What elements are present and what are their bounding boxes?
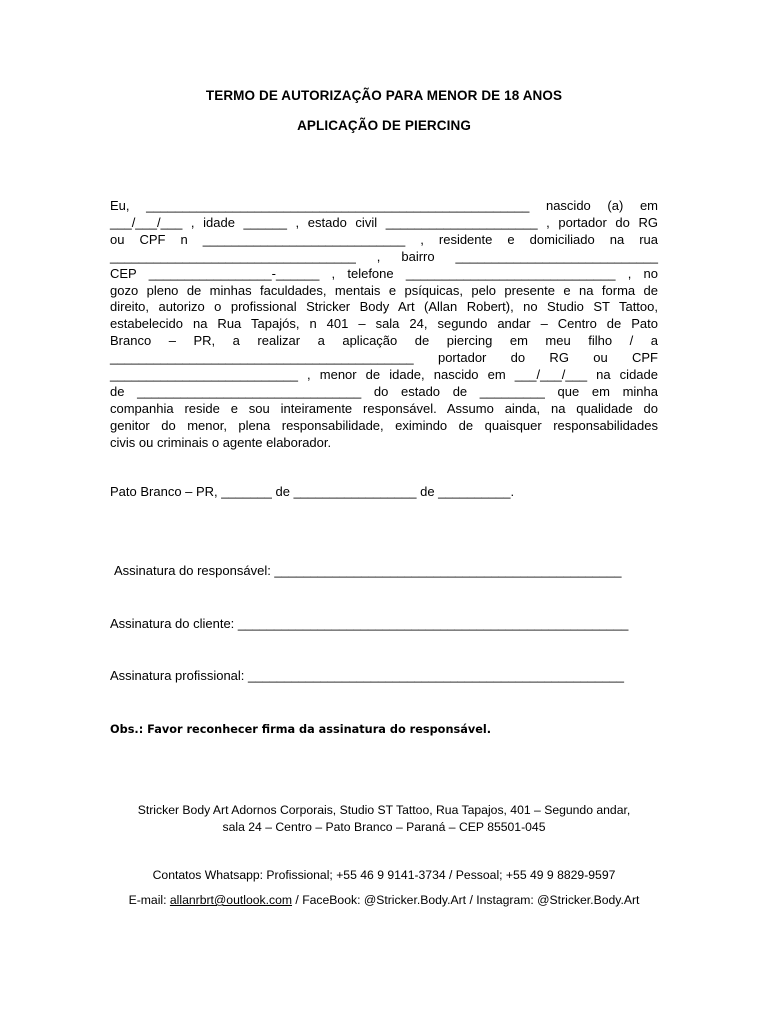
body-line: ou CPF n ____________________________ , residente e domiciliado na rua [110, 231, 658, 247]
footer-online [0, 893, 768, 907]
footer-contacts: Contatos Whatsapp: Profissional; +55 46 9 9141-3734 / Pessoal; +55 49 9 8829-9597 [152, 868, 616, 882]
body-line: genitor do menor, plena responsabilidade, eximindo de quaisquer responsabilidades [110, 417, 658, 433]
body-line: de _______________________________ do estado de _________ que em minha [110, 383, 658, 399]
body-line: ___/___/___ , idade ______ , estado civil _____________________ , portador do RG [110, 214, 658, 230]
authorization-body [110, 198, 658, 452]
signature-profissional: Assinatura profissional: ____________________________________________________ [110, 668, 624, 683]
document-title: TERMO DE AUTORIZAÇÃO PARA MENOR DE 18 ANOS [205, 88, 563, 103]
body-line: civis ou criminais o agente elaborador. [110, 434, 332, 450]
footer-address-line2: sala 24 – Centro – Pato Branco – Paraná – CEP 85501-045 [222, 820, 546, 834]
body-line: __________________________________________ portador do RG ou CPF [110, 350, 658, 366]
social-handles: / FaceBook: @Stricker.Body.Art / Instagram: @Stricker.Body.Art [292, 893, 640, 907]
email-label: E-mail: [128, 893, 170, 907]
body-line: __________________________ , menor de idade, nascido em ___/___/___ na cidade [110, 367, 658, 383]
document-subtitle: APLICAÇÃO DE PIERCING [297, 118, 471, 133]
body-line: Branco – PR, a realizar a aplicação de piercing em meu filho / a [110, 333, 658, 349]
body-line: direito, autorizo o profissional Stricker Body Art (Allan Robert), no Studio ST Tattoo, [110, 299, 658, 315]
body-line: estabelecido na Rua Tapajós, n 401 – sala 24, segundo andar – Centro de Pato [110, 316, 658, 332]
body-line: CEP _________________-______ , telefone _____________________________ , no [110, 265, 658, 281]
body-line: Eu, _____________________________________________________ nascido (a) em [110, 198, 658, 213]
observation-note: Obs.: Favor reconhecer firma da assinatura do responsável. [110, 723, 492, 736]
footer-address-line1: Stricker Body Art Adornos Corporais, Studio ST Tattoo, Rua Tapajos, 401 – Segundo andar, [137, 803, 631, 817]
date-line: Pato Branco – PR, _______ de _________________ de __________. [110, 484, 515, 499]
signature-cliente: Assinatura do cliente: ______________________________________________________ [110, 616, 629, 631]
body-line: companhia reside e sou inteiramente responsável. Assumo ainda, na qualidade do [110, 400, 658, 416]
body-line: __________________________________ , bairro ____________________________ [110, 248, 658, 264]
body-line: gozo pleno de minhas faculdades, mentais e psíquicas, pelo presente e na forma de [110, 282, 658, 298]
email-link[interactable]: allanrbrt@outlook.com [169, 893, 293, 907]
signature-responsavel: Assinatura do responsável: ________________________________________________ [114, 563, 622, 578]
